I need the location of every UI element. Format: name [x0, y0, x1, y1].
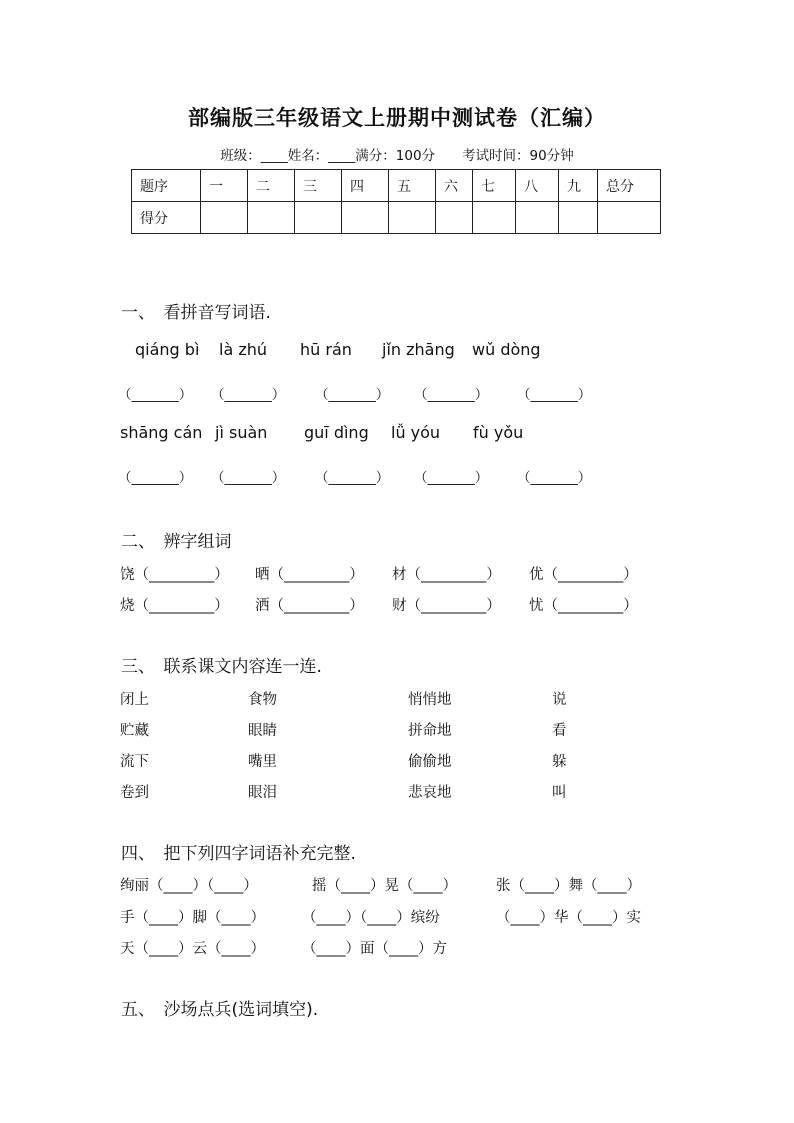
answer-blank[interactable]: （_______） [414, 387, 489, 403]
match-item[interactable]: 眼泪 [248, 785, 277, 801]
answer-blank[interactable]: （_______） [118, 387, 193, 403]
section-4-title: 四、 把下列四字词语补充完整. [121, 844, 356, 864]
exam-info-line: 班级：____姓名：____满分：100分 考试时间：90分钟 [220, 148, 574, 164]
score-cell[interactable] [248, 202, 295, 234]
match-item[interactable]: 叫 [552, 785, 567, 801]
score-cell[interactable] [201, 202, 248, 234]
match-item[interactable]: 看 [552, 723, 567, 739]
idiom-blank[interactable]: 手（____）脚（____） [120, 910, 265, 926]
match-item[interactable]: 嘴里 [248, 754, 277, 770]
word-group-item[interactable]: 晒（_________） [255, 567, 364, 583]
score-cell[interactable] [473, 202, 516, 234]
match-item[interactable]: 说 [552, 692, 567, 708]
header-cell: 五 [389, 170, 436, 202]
match-item[interactable]: 食物 [248, 692, 277, 708]
score-cell[interactable] [559, 202, 598, 234]
header-cell: 六 [436, 170, 473, 202]
header-cell: 二 [248, 170, 295, 202]
score-table-header-row [132, 170, 661, 202]
word-group-item[interactable]: 忧（_________） [529, 598, 638, 614]
idiom-blank[interactable]: （____）华（____）实 [496, 910, 641, 926]
page-title: 部编版三年级语文上册期中测试卷（汇编） [188, 106, 606, 130]
match-item[interactable]: 悄悄地 [408, 692, 452, 708]
word-group-item[interactable]: 洒（_________） [255, 598, 364, 614]
match-item[interactable]: 眼睛 [248, 723, 277, 739]
answer-blank[interactable]: （_______） [414, 470, 489, 486]
word-group-item[interactable]: 饶（_________） [120, 567, 229, 583]
header-cell: 一 [201, 170, 248, 202]
pinyin: wǔ dòng [472, 340, 541, 359]
idiom-blank[interactable]: （____）（____）缤纷 [302, 910, 440, 926]
idiom-blank[interactable]: （____）面（____）方 [302, 941, 447, 957]
word-group-item[interactable]: 烧（_________） [120, 598, 229, 614]
idiom-blank[interactable]: 张（____）舞（____） [496, 878, 641, 894]
match-item[interactable]: 流下 [120, 754, 149, 770]
idiom-blank[interactable]: 绚丽（____）（____） [120, 878, 258, 894]
header-cell: 题序 [132, 170, 201, 202]
answer-blank[interactable]: （_______） [315, 387, 390, 403]
answer-blank[interactable]: （_______） [118, 470, 193, 486]
score-cell[interactable] [436, 202, 473, 234]
section-3-title: 三、 联系课文内容连一连. [121, 657, 322, 677]
pinyin: jì suàn [215, 423, 268, 442]
header-cell: 总分 [598, 170, 661, 202]
answer-blank[interactable]: （_______） [211, 387, 286, 403]
pinyin: là zhú [219, 340, 268, 359]
match-item[interactable]: 卷到 [120, 785, 149, 801]
word-group-item[interactable]: 优（_________） [529, 567, 638, 583]
answer-blank[interactable]: （_______） [517, 470, 592, 486]
section-5-title: 五、 沙场点兵(选词填空). [121, 1000, 319, 1020]
answer-blank[interactable]: （_______） [517, 387, 592, 403]
match-item[interactable]: 偷偷地 [408, 754, 452, 770]
score-cell[interactable] [389, 202, 436, 234]
pinyin: lǚ yóu [391, 423, 441, 442]
header-cell: 七 [473, 170, 516, 202]
idiom-blank[interactable]: 摇（____）晃（____） [312, 878, 457, 894]
header-cell: 九 [559, 170, 598, 202]
match-item[interactable]: 躲 [552, 754, 567, 770]
score-cell[interactable] [342, 202, 389, 234]
row-label: 得分 [132, 202, 201, 234]
score-cell[interactable] [516, 202, 559, 234]
score-cell[interactable] [598, 202, 661, 234]
pinyin: jǐn zhāng [382, 340, 455, 359]
pinyin: hū rán [300, 340, 352, 359]
score-table [131, 169, 661, 234]
pinyin: guī dìng [304, 423, 369, 442]
pinyin: shāng cán [120, 423, 203, 442]
word-group-item[interactable]: 材（_________） [392, 567, 501, 583]
pinyin: fù yǒu [473, 423, 524, 442]
pinyin: qiáng bì [135, 340, 200, 359]
answer-blank[interactable]: （_______） [211, 470, 286, 486]
score-cell[interactable] [295, 202, 342, 234]
answer-blank[interactable]: （_______） [315, 470, 390, 486]
match-item[interactable]: 悲哀地 [408, 785, 452, 801]
header-cell: 八 [516, 170, 559, 202]
score-table-score-row [132, 202, 661, 234]
idiom-blank[interactable]: 天（____）云（____） [120, 941, 265, 957]
match-item[interactable]: 拼命地 [408, 723, 452, 739]
section-2-title: 二、 辨字组词 [121, 532, 232, 552]
header-cell: 三 [295, 170, 342, 202]
match-item[interactable]: 闭上 [120, 692, 149, 708]
section-1-title: 一、 看拼音写词语. [121, 303, 271, 323]
word-group-item[interactable]: 财（_________） [392, 598, 501, 614]
header-cell: 四 [342, 170, 389, 202]
match-item[interactable]: 贮藏 [120, 723, 149, 739]
